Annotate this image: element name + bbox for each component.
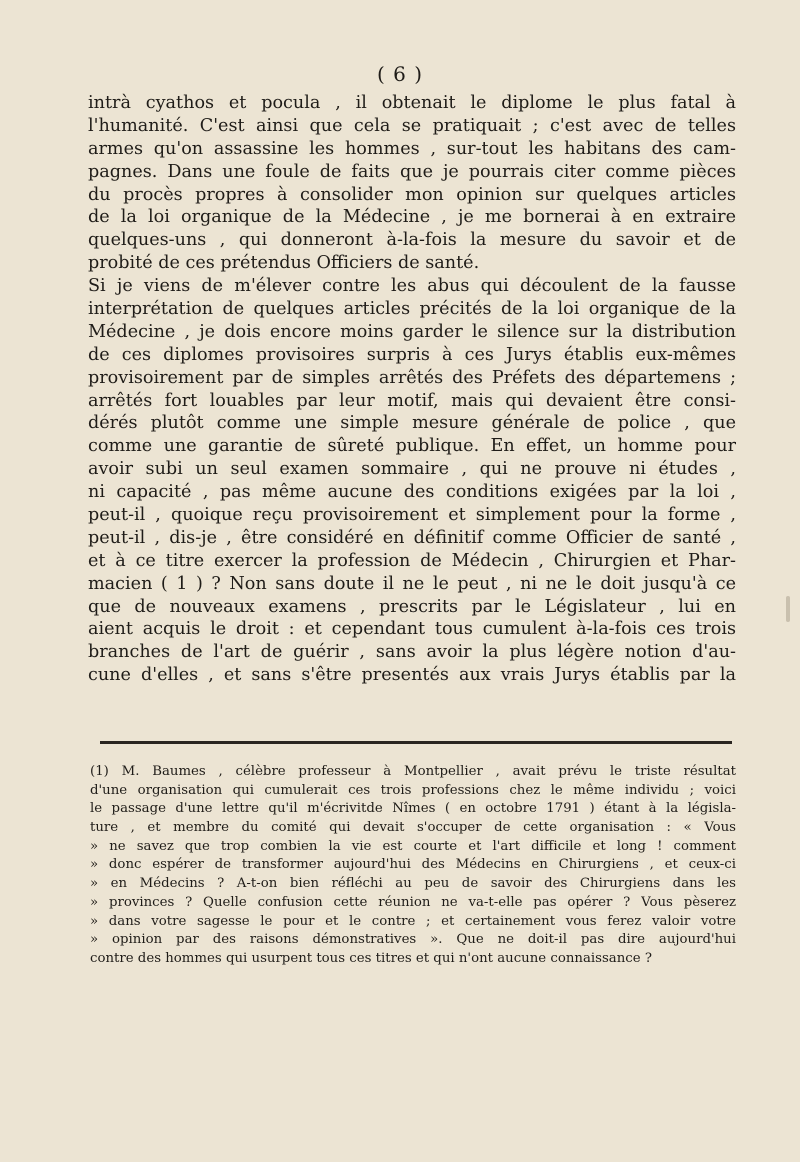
footnote-line: » en Médecins ? A-t-on bien réfléchi au peu de savoir des Chirurgiens dans les [90,876,736,892]
page-number: ( 6 ) [376,62,424,86]
footnote [90,763,736,969]
text-line: arrêtés fort louables par leur motif, mais qui devaient être consi- [88,390,736,411]
text-line: Médecine , je dois encore moins garder le silence sur la distribution [88,321,736,342]
text-line: de ces diplomes provisoires surpris à ces Jurys établis eux-mêmes [88,344,736,365]
footnote-line: » opinion par des raisons démonstratives ». Que ne doit-il pas dire aujourd'hui [90,932,736,948]
text-line: ni capacité , pas même aucune des conditions exigées par la loi , [88,482,736,503]
text-line: avoir subi un seul examen sommaire , qui ne prouve ni études , [88,459,736,480]
text-line: dérés plutôt comme une simple mesure générale de police , que [88,413,736,434]
text-line: Si je viens de m'élever contre les abus qui découlent de la fausse [88,276,736,297]
text-line: probité de ces prétendus Officiers de santé. [88,253,480,274]
footnote-line: (1) M. Baumes , célèbre professeur à Montpellier , avait prévu le triste résultat [90,764,736,779]
text-line: pagnes. Dans une foule de faits que je pourrais citer comme pièces [88,161,736,182]
footnote-line: d'une organisation qui cumulerait ces trois professions chez le même individu ; voici [90,782,736,798]
footnote-line: » donc espérer de transformer aujourd'hui des Médecins en Chirurgiens , et ceux-ci [90,857,736,873]
text-line: aient acquis le droit : et cependant tous cumulent à-la-fois ces trois [88,619,736,640]
text-line: peut-il , dis-je , être considéré en définitif comme Officier de santé , [88,527,736,548]
text-line: armes qu'on assassine les hommes , sur-tout les habitans des cam- [88,138,736,159]
text-line: peut-il , quoique reçu provisoirement et simplement pour la forme , [88,505,736,526]
text-line: cune d'elles , et sans s'être presentés aux vrais Jurys établis par la [88,665,736,686]
footnote-divider [100,741,732,744]
main-text [88,92,736,687]
footnote-line: » provinces ? Quelle confusion cette réunion ne va-t-elle pas opérer ? Vous pèserez [90,894,736,910]
text-line: et à ce titre exercer la profession de Médecin , Chirurgien et Phar- [88,550,736,571]
text-line: intrà cyathos et pocula , il obtenait le diplome le plus fatal à [88,93,736,113]
text-line: du procès propres à consolider mon opinion sur quelques articles [88,184,736,205]
footnote-line: » dans votre sagesse le pour et le contre ; et certainement vous ferez valoir votre [90,913,736,929]
footnote-line: contre des hommes qui usurpent tous ces titres et qui n'ont aucune connaissance ? [90,950,652,966]
text-line: provisoirement par de simples arrêtés des Préfets des départemens ; [88,367,736,388]
text-line: l'humanité. C'est ainsi que cela se pratiquait ; c'est avec de telles [88,115,736,136]
footnote-line: ture , et membre du comité qui devait s'occuper de cette organisation : « Vous [90,820,736,836]
text-line: que de nouveaux examens , prescrits par le Législateur , lui en [88,596,736,617]
text-line: branches de l'art de guérir , sans avoir la plus légère notion d'au- [88,642,736,663]
text-line: quelques-uns , qui donneront à-la-fois la mesure du savoir et de [88,230,736,251]
text-line: de la loi organique de la Médecine , je me bornerai à en extraire [88,207,736,228]
footnote-line: le passage d'une lettre qu'il m'écrivitde Nîmes ( en octobre 1791 ) étant à la législa- [90,801,736,817]
margin-mark [786,596,790,622]
text-line: interprétation de quelques articles précités de la loi organique de la [88,299,736,320]
text-line: comme une garantie de sûreté publique. En effet, un homme pour [88,436,736,457]
footnote-line: » ne savez que trop combien la vie est courte et l'art difficile et long ! comment [90,838,736,854]
text-line: macien ( 1 ) ? Non sans doute il ne le peut , ni ne le doit jusqu'à ce [88,573,736,594]
